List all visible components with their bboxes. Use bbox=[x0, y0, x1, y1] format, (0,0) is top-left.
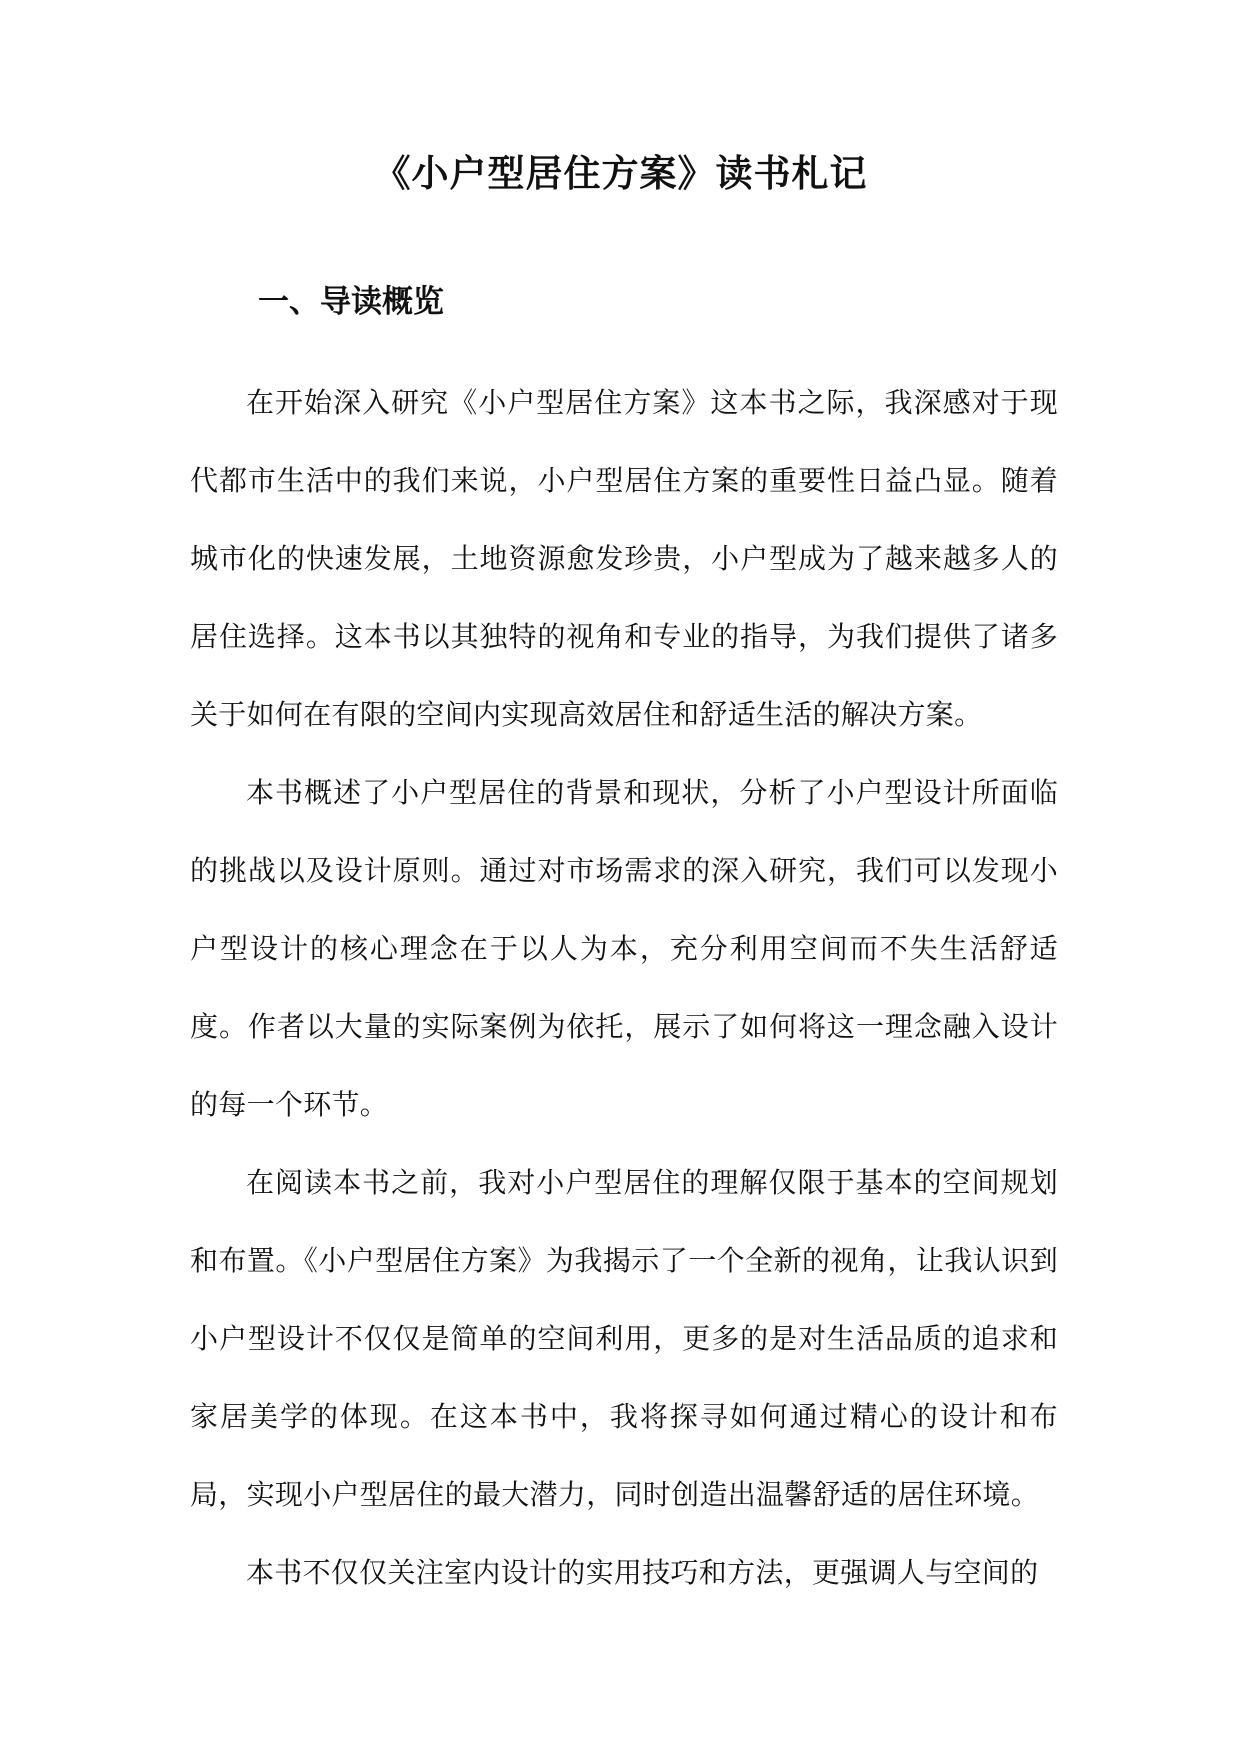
paragraph-2: 本书概述了小户型居住的背景和现状，分析了小户型设计所面临的挑战以及设计原则。通过对市场需求的深入研究，我们可以发现小户型设计的核心理念在于以人为本，充分利用空间而不失生活舒适度。作者以大量的实际案例为依托，展示了如何将这一理念融入设计的每一个环节。 bbox=[190, 776, 1058, 1121]
document-title: 《小户型居住方案》读书札记 bbox=[373, 151, 868, 195]
section-heading: 一、导读概览 bbox=[258, 284, 444, 320]
paragraph-3: 在阅读本书之前，我对小户型居住的理解仅限于基本的空间规划和布置。《小户型居住方案》为我揭示了一个全新的视角，让我认识到小户型设计不仅仅是简单的空间利用，更多的是对生活品质的追求和家居美学的体现。在这本书中，我将探寻如何通过精心的设计和布局，实现小户型居住的最大潜力，同时创造出温馨舒适的居住环境。 bbox=[190, 1166, 1058, 1511]
paragraph-1: 在开始深入研究《小户型居住方案》这本书之际，我深感对于现代都市生活中的我们来说，小户型居住方案的重要性日益凸显。随着城市化的快速发展，土地资源愈发珍贵，小户型成为了越来越多人的居住选择。这本书以其独特的视角和专业的指导，为我们提供了诸多关于如何在有限的空间内实现高效居住和舒适生活的解决方案。 bbox=[190, 386, 1058, 731]
paragraph-4: 本书不仅仅关注室内设计的实用技巧和方法，更强调人与空间的 bbox=[246, 1556, 1039, 1589]
body-text bbox=[190, 364, 1058, 1612]
